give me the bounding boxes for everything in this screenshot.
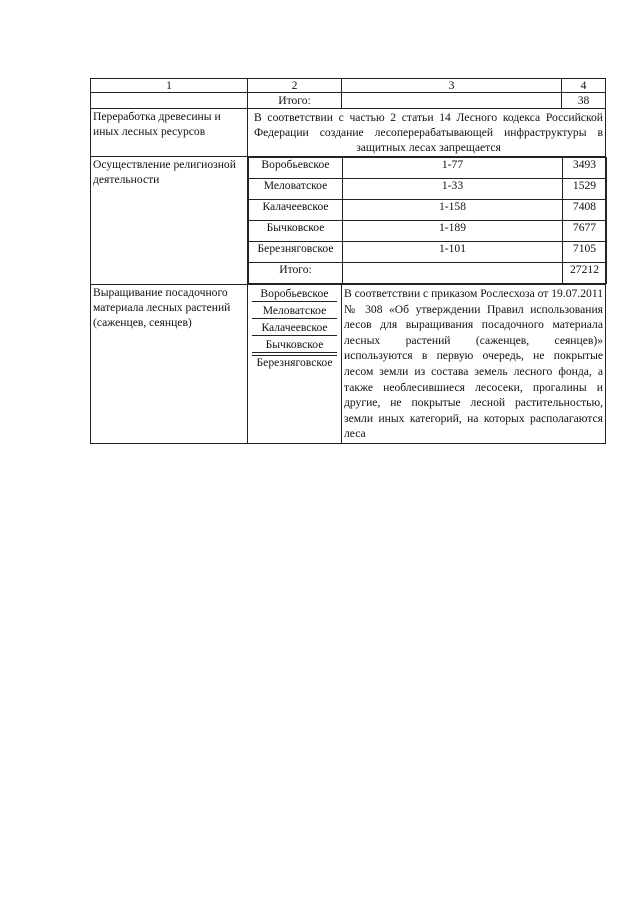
total-value: 38 — [562, 93, 606, 109]
religious-total-row — [249, 263, 607, 284]
area-value: 7105 — [563, 242, 607, 263]
first-total-row — [91, 93, 606, 109]
quarters-range: 1-77 — [343, 158, 563, 179]
planting-note: В соответствии с приказом Рослесхоза от 19.07.2011 № 308 «Об утверждении Правил использования лесов для выращивания посадочного материала лесных растений (саженцев, сеянцев)» используются в первую очередь, не покрытые лесом земли из состава земель лесного фонда, а также необлесившиеся лесосеки, прогалины и другие, не покрытые лесной растительностью, земли иных категорий, на которых располагаются леса — [342, 285, 606, 444]
processing-row — [91, 109, 606, 157]
total-value: 27212 — [563, 263, 607, 284]
forestry-name: Калачеевское — [252, 321, 337, 336]
area-value: 3493 — [563, 158, 607, 179]
table-row — [249, 179, 607, 200]
forestry-name: Калачеевское — [249, 200, 343, 221]
activity-processing: Переработка древесины и иных лесных ресурсов — [91, 109, 248, 157]
religious-subtable — [248, 157, 607, 284]
table-row — [249, 221, 607, 242]
quarters-range: 1-33 — [343, 179, 563, 200]
table-row — [249, 158, 607, 179]
total-label: Итого: — [249, 263, 343, 284]
forestry-name: Меловатское — [249, 179, 343, 200]
forest-use-table — [90, 78, 606, 444]
quarters-range: 1-158 — [343, 200, 563, 221]
empty-cell — [343, 263, 563, 284]
header-col-2: 2 — [248, 79, 342, 93]
religious-row — [91, 157, 606, 285]
empty-cell — [342, 93, 562, 109]
table-row — [249, 200, 607, 221]
area-value: 7677 — [563, 221, 607, 242]
planting-row — [91, 285, 606, 444]
header-col-3: 3 — [342, 79, 562, 93]
empty-cell — [91, 93, 248, 109]
planting-forestries — [248, 285, 342, 444]
quarters-range: 1-101 — [343, 242, 563, 263]
activity-religious: Осуществление религиозной деятельности — [91, 157, 248, 285]
header-col-1: 1 — [91, 79, 248, 93]
processing-note: В соответствии с частью 2 статьи 14 Лесного кодекса Российской Федерации создание лесоперерабатывающей инфраструктуры в защитных лесах запрещается — [248, 109, 606, 157]
forestry-name: Воробьевское — [252, 287, 337, 302]
activity-planting: Выращивание посадочного материала лесных растений (саженцев, сеянцев) — [91, 285, 248, 444]
area-value: 1529 — [563, 179, 607, 200]
quarters-range: 1-189 — [343, 221, 563, 242]
forestry-name: Бычковское — [249, 221, 343, 242]
forestry-name: Березняговское — [249, 242, 343, 263]
total-label: Итого: — [248, 93, 342, 109]
religious-details — [248, 157, 606, 285]
forestry-name: Воробьевское — [249, 158, 343, 179]
table-row — [249, 242, 607, 263]
header-row — [91, 79, 606, 93]
header-col-4: 4 — [562, 79, 606, 93]
forestry-name: Бычковское — [252, 338, 337, 353]
forestry-name: Березняговское — [252, 355, 337, 370]
forestry-name: Меловатское — [252, 304, 337, 319]
area-value: 7408 — [563, 200, 607, 221]
